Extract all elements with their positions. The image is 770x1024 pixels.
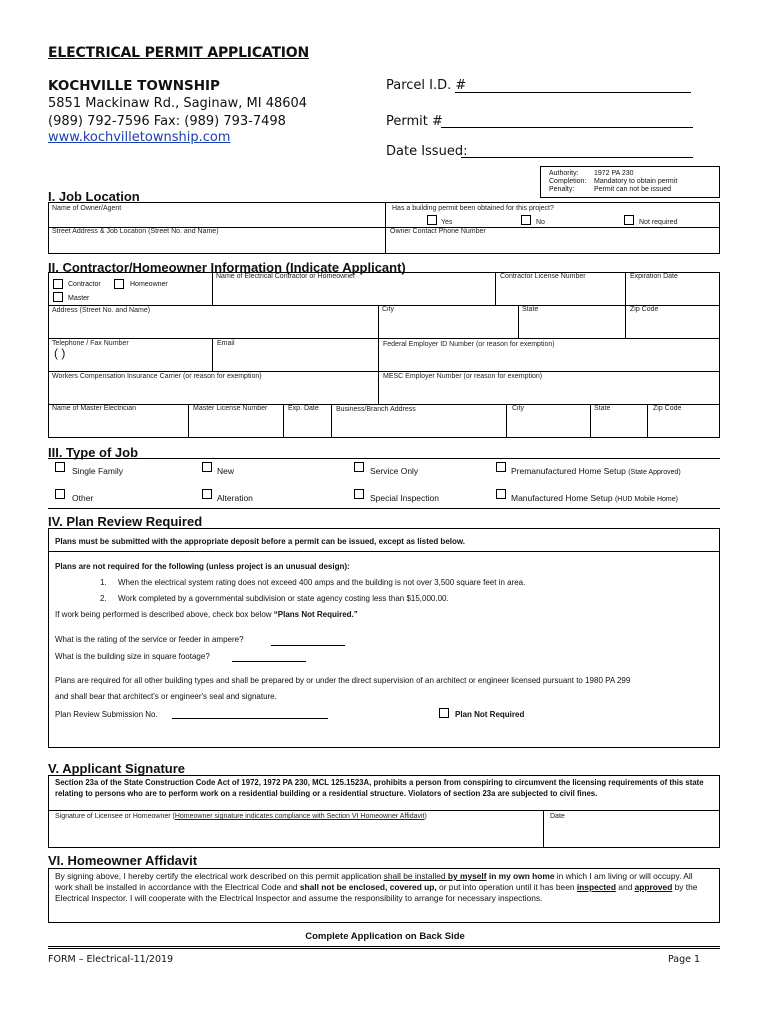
alteration-label: Alteration [217,493,253,503]
city2-label: City [512,405,525,412]
special-inspection-checkbox[interactable] [354,489,364,499]
permit-question: Has a building permit been obtained for this project? [392,205,554,212]
size-question: What is the building size in square footage? [55,652,210,661]
plan-review-heading: IV. Plan Review Required [48,514,203,529]
premanufactured-text: Premanufactured Home Setup [511,466,626,476]
city-label: City [382,306,395,313]
mesc-label: MESC Employer Number (or reason for exemption) [383,373,543,380]
job-type-heading: III. Type of Job [48,445,139,460]
homeowner-checkbox[interactable] [114,279,124,289]
completion-value: Mandatory to obtain permit [594,178,678,185]
required-note: Plans are required for all other building types and shall be prepared by or under the direct supervision of an architect or engineer licensed pursuant to 1980 PA 299 [55,676,631,685]
affidavit-part-9: and [615,882,635,892]
expiration-label: Expiration Date [630,273,678,280]
contractor-option-label: Contractor [68,281,101,288]
contractor-box [48,272,720,438]
job-location-heading: I. Job Location [48,189,140,204]
size-field[interactable] [232,661,306,662]
business-address-label: Business/Branch Address [336,406,416,413]
license-label: Contractor License Number [500,273,586,280]
zip-label: Zip Code [630,306,659,313]
date-issued-field[interactable] [461,157,693,158]
township-phone: (989) 792-7596 Fax: (989) 793-7498 [48,114,286,129]
submission-label: Plan Review Submission No. [55,710,158,719]
signature-field[interactable] [55,823,540,847]
affidavit-part-1: By signing above, I hereby certify the electrical work described on this permit application [55,871,384,881]
master-checkbox[interactable] [53,292,63,302]
affidavit-part-2: shall be installed [383,871,448,881]
permit-yes-checkbox[interactable] [427,215,437,225]
single-family-label: Single Family [72,466,124,476]
manufactured-label [511,493,678,503]
authority-value: 1972 PA 230 [594,170,634,177]
affidavit-text [55,871,710,904]
page-number: Page 1 [668,954,701,965]
authority-box [540,166,720,198]
signature-label-text: Signature of Licensee or Homeowner ( [55,813,175,820]
check-note [55,610,358,619]
check-note-emphasis: “Plans Not Required.” [273,610,358,619]
signature-date-field[interactable] [546,823,716,847]
fein-label: Federal Employer ID Number (or reason for exemption) [383,341,555,348]
authority-label: Authority: [549,170,579,177]
master-license-label: Master License Number [193,405,268,412]
other-checkbox[interactable] [55,489,65,499]
parcel-label: Parcel I.D. # [386,78,467,93]
ampere-question: What is the rating of the service or feeder in ampere? [55,635,244,644]
special-inspection-label: Special Inspection [370,493,439,503]
permit-no-checkbox[interactable] [521,215,531,225]
deposit-note: Plans must be submitted with the appropriate deposit before a permit can be issued, except as listed below. [55,537,466,546]
alteration-checkbox[interactable] [202,489,212,499]
contractor-heading: II. Contractor/Homeowner Information (Indicate Applicant) [48,260,406,275]
homeowner-option-label: Homeowner [130,281,168,288]
permit-no-label: No [536,219,545,226]
item1-text: When the electrical system rating does not exceed 400 amps and the building is not over 3,500 square feet in area. [118,578,526,587]
affidavit-part-5: in which I am living or will occupy. All work shall be installed in accordance with the Electrical Code and [55,871,693,892]
parcel-field[interactable] [455,92,691,93]
master-name-label: Name of Master Electrician [52,405,137,412]
signature-label [55,813,427,820]
affidavit-part-4: in my own home [486,871,555,881]
state2-label: State [594,405,611,412]
single-family-checkbox[interactable] [55,462,65,472]
premanufactured-note: (State Approved) [628,469,681,476]
check-note-text: If work being performed is described above, check box below [55,610,274,619]
manufactured-note: (HUD Mobile Home) [614,496,678,503]
form-id: FORM – Electrical-11/2019 [48,954,174,965]
master-option-label: Master [68,295,90,302]
street-label: Street Address & Job Location (Street No. and Name) [52,228,219,235]
footer-rule [48,946,720,949]
signature-heading: V. Applicant Signature [48,761,186,776]
premanufactured-checkbox[interactable] [496,462,506,472]
service-only-checkbox[interactable] [354,462,364,472]
not-required-intro: Plans are not required for the following (unless project is an unusual design): [55,562,350,571]
signature-label-end: ) [424,813,427,820]
township-address: 5851 Mackinaw Rd., Saginaw, MI 48604 [48,96,308,111]
back-side-note: Complete Application on Back Side [305,931,465,942]
exp-date-label: Exp. Date [288,405,319,412]
penalty-label: Penalty: [549,186,575,193]
item1-number: 1. [100,578,107,587]
submission-field[interactable] [172,718,328,719]
affidavit-part-10: approved [634,882,673,892]
permit-field[interactable] [441,127,693,128]
item2-text: Work completed by a governmental subdivision or state agency costing less than $15,000.00. [118,594,449,603]
manufactured-checkbox[interactable] [496,489,506,499]
other-label: Other [72,493,94,503]
affidavit-part-7: or put into operation until it has been [436,882,577,892]
premanufactured-label [511,466,681,476]
item2-number: 2. [100,594,107,603]
township-name: KOCHVILLE TOWNSHIP [48,78,220,94]
date-issued-label: Date Issued: [386,144,468,159]
ampere-field[interactable] [271,645,345,646]
phone-area-code: ( ) [54,346,66,360]
address-label: Address (Street No. and Name) [52,307,151,314]
affidavit-part-3: by myself [447,871,487,881]
affidavit-part-8: inspected [576,882,616,892]
signature-notice: Section 23a of the State Construction Code Act of 1972, 1972 PA 230, MCL 125.1523A, prohibits a person from conspiring to circumvent the licensing requirements of this state relating to persons who are to perform work on a residential building or a residential structure. Violators of section 23a are subjected to civil fines. [55,778,704,798]
permit-yes-label: Yes [441,219,453,226]
completion-label: Completion: [549,178,587,185]
email-label: Email [217,340,235,347]
affidavit-part-11: by the Electrical Inspector. I will cooperate with the Electrical Inspector and assume the responsibility to arrange for necessary inspections. [55,882,698,903]
state-label: State [522,306,539,313]
affidavit-part-6: shall not be enclosed, covered up, [299,882,437,892]
required-note-2: and shall bear that architect's or engineer's seal and signature. [55,692,277,701]
signature-date-label: Date [550,813,565,820]
workers-comp-label: Workers Compensation Insurance Carrier (or reason for exemption) [52,373,262,380]
affidavit-heading: VI. Homeowner Affidavit [48,853,198,868]
contractor-checkbox[interactable] [53,279,63,289]
phone-label: Telephone / Fax Number [52,340,129,347]
penalty-value: Permit can not be issued [594,186,672,193]
permit-not-required-label: Not required [639,219,678,226]
permit-not-required-checkbox[interactable] [624,215,634,225]
owner-phone-label: Owner Contact Phone Number [390,228,486,235]
owner-label: Name of Owner/Agent [52,205,122,212]
form-title: ELECTRICAL PERMIT APPLICATION [48,45,310,61]
manufactured-text: Manufactured Home Setup [511,493,613,503]
township-website-link[interactable]: www.kochvilletownship.com [48,130,231,145]
plan-not-required-checkbox[interactable] [439,708,449,718]
service-only-label: Service Only [370,466,419,476]
signature-label-underlined: Homeowner signature indicates compliance with Section VI Homeowner Affidavit [174,813,425,820]
permit-label: Permit # [386,114,443,129]
plan-not-required-label: Plan Not Required [455,710,525,719]
zip2-label: Zip Code [653,405,682,412]
new-checkbox[interactable] [202,462,212,472]
contractor-name-label: Name of Electrical Contractor or Homeowner [216,273,356,280]
new-label: New [217,466,235,476]
